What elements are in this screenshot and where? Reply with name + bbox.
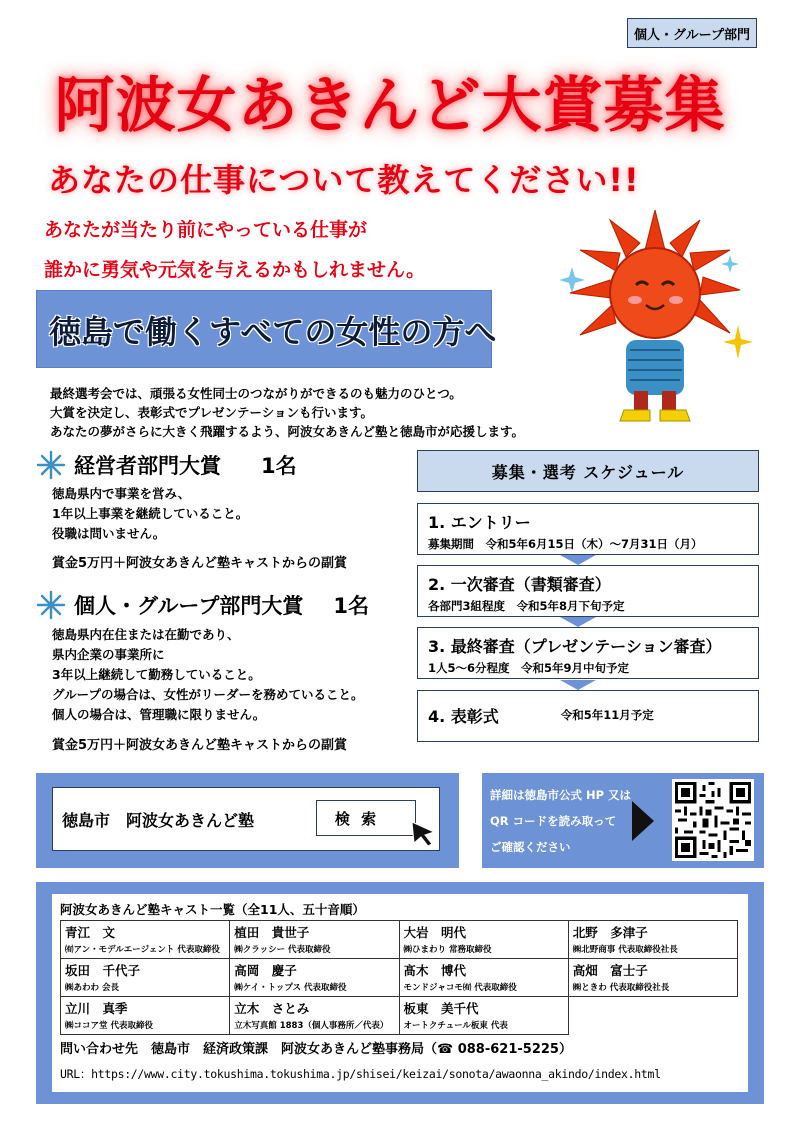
intro-line: 最終選考会では、頑張る女性同士のつながりができるのも魅力のひとつ。: [50, 386, 462, 401]
step-title: 1. エントリー: [428, 513, 531, 532]
schedule-step-award: [417, 690, 759, 742]
search-keywords: 徳島市 阿波女あきんど塾: [62, 811, 255, 830]
category-count: 1名: [261, 454, 297, 478]
category-prize: 賞金5万円＋阿波女あきんど塾キャストからの副賞: [52, 556, 348, 571]
step-title: 4. 表彰式: [428, 706, 499, 726]
lead-line-1: あなたが当たり前にやっている仕事が: [44, 219, 368, 241]
qr-line: 詳細は徳島市公式 HP 又は: [490, 788, 632, 802]
search-panel: [36, 773, 459, 868]
step-detail: 1人5～6分程度 令和5年9月中旬予定: [428, 661, 630, 675]
qr-line: ご確認ください: [490, 840, 571, 854]
cursor-pointer-icon: [408, 818, 438, 848]
step-detail: 令和5年11月予定: [560, 708, 654, 722]
cast-member: [230, 921, 399, 959]
step-title: 3. 最終審査（プレゼンテーション審査）: [428, 637, 722, 656]
page-subtitle: あなたの仕事について教えてください!!: [48, 161, 640, 199]
intro-line: 大賞を決定し、表彰式でプレゼンテーションも行います。: [50, 405, 374, 420]
schedule-step-final-review: [417, 627, 759, 679]
cast-member: [230, 959, 399, 997]
description-line: 徳島県内在住または在勤であり、: [52, 627, 240, 642]
member-name: 立川 真季: [65, 1001, 128, 1016]
member-name: 高畑 富士子: [572, 963, 648, 978]
description-line: 県内企業の事業所に: [52, 647, 165, 662]
member-company: ㈱ひまわり 常務取締役: [403, 945, 492, 955]
search-button: 検 索: [316, 800, 416, 836]
member-name: 板東 美千代: [403, 1001, 479, 1016]
table-row: [61, 997, 738, 1035]
page-title: 阿波女あきんど大賞募集: [54, 71, 726, 141]
cast-member: [399, 997, 568, 1035]
member-name: 青江 文: [65, 925, 116, 940]
member-company: 立木写真館 1883（個人事務所／代表）: [234, 1021, 389, 1031]
cast-member: [568, 959, 737, 997]
category-heading-manager: [36, 450, 297, 480]
contact-info: 問い合わせ先 徳島市 経済政策課 阿波女あきんど塾事務局（☎ 088-621-5225）: [60, 1042, 572, 1057]
cast-list: [52, 894, 748, 1092]
schedule-step-first-review: [417, 565, 759, 617]
qr-code-icon[interactable]: [672, 779, 754, 861]
down-arrow-icon: [560, 555, 596, 565]
qr-panel: [482, 773, 764, 868]
description-line: 役職は問いません。: [52, 526, 166, 541]
member-company: ㈱ココア堂 代表取締役: [65, 1021, 153, 1031]
empty-cell: [568, 997, 737, 1035]
schedule-heading: 募集・選考 スケジュール: [417, 450, 759, 492]
target-banner-text: 徳島で働くすべての女性の方へ: [49, 313, 497, 351]
snowflake-sparkle-icon: [36, 450, 66, 480]
table-row: [61, 959, 738, 997]
category-badge: 個人・グループ部門: [627, 18, 757, 48]
category-description: [52, 484, 248, 544]
intro-line: あなたの夢がさらに大きく飛躍するよう、阿波女あきんど塾と徳島市が応援します。: [50, 424, 525, 439]
member-name: 北野 多津子: [572, 925, 648, 940]
cast-member: [61, 959, 230, 997]
member-company: ㈲アン・モデルエージェント 代表取締役: [65, 945, 220, 955]
member-company: オートクチュール板東 代表: [403, 1021, 508, 1031]
website-url[interactable]: URL：https://www.city.tokushima.tokushima.jp/shisei/keizai/sonota/awaonna_akindo/index.html: [60, 1067, 661, 1081]
step-title: 2. 一次審査（書類審査）: [428, 575, 611, 594]
intro-text: [50, 384, 524, 441]
category-title: 経営者部門大賞: [74, 454, 221, 478]
cast-member: [230, 997, 399, 1035]
member-name: 高岡 慶子: [234, 963, 297, 978]
member-name: 立木 さとみ: [234, 1001, 310, 1016]
qr-line: QR コードを読み取って: [490, 814, 617, 828]
cast-member: [61, 997, 230, 1035]
category-count: 1名: [333, 594, 369, 618]
lead-line-2: 誰かに勇気や元気を与えるかもしれません。: [44, 259, 426, 281]
member-company: ㈱あわわ 会長: [65, 983, 119, 993]
category-title: 個人・グループ部門大賞: [74, 594, 304, 618]
sun-mascot-icon: [560, 205, 755, 430]
table-row: [61, 921, 738, 959]
description-line: 1年以上事業を継続していること。: [52, 506, 249, 521]
description-line: 個人の場合は、管理職に限りません。: [52, 707, 266, 722]
down-arrow-icon: [560, 617, 596, 627]
cast-member: [568, 921, 737, 959]
description-line: グループの場合は、女性がリーダーを務めていること。: [52, 687, 364, 702]
step-detail: 各部門3組程度 令和5年8月下旬予定: [428, 599, 625, 613]
member-name: 坂田 千代子: [65, 963, 141, 978]
search-field: [52, 787, 440, 851]
member-company: モンドジャコモ㈲ 代表取締役: [403, 983, 517, 993]
member-company: ㈱ときわ 代表取締役社長: [572, 983, 670, 993]
description-line: 3年以上継続して勤務していること。: [52, 667, 261, 682]
cast-member: [399, 959, 568, 997]
description-line: 徳島県内で事業を営み、: [52, 486, 191, 501]
category-prize: 賞金5万円＋阿波女あきんど塾キャストからの副賞: [52, 738, 348, 753]
member-name: 植田 貴世子: [234, 925, 310, 940]
target-banner: [36, 290, 497, 368]
step-detail: 募集期間 令和5年6月15日（木）～7月31日（月）: [428, 537, 703, 551]
category-heading-individual: [36, 590, 369, 620]
cast-table: [60, 920, 738, 1035]
member-company: ㈱クラッシー 代表取締役: [234, 945, 331, 955]
cast-member: [399, 921, 568, 959]
member-company: ㈱ケイ・トップス 代表取締役: [234, 983, 347, 993]
down-arrow-icon: [560, 680, 596, 690]
member-company: ㈱北野商事 代表取締役社長: [572, 945, 678, 955]
schedule-step-entry: [417, 503, 759, 555]
member-name: 大岩 明代: [403, 925, 467, 940]
category-description: [52, 625, 364, 725]
snowflake-sparkle-icon: [36, 590, 66, 620]
member-name: 髙木 博代: [403, 963, 467, 978]
cast-panel: [36, 882, 764, 1104]
qr-instructions: [490, 782, 631, 860]
right-arrow-icon: [632, 801, 654, 841]
cast-list-title: 阿波女あきんど塾キャスト一覧（全11人、五十音順）: [60, 902, 365, 917]
cast-member: [61, 921, 230, 959]
